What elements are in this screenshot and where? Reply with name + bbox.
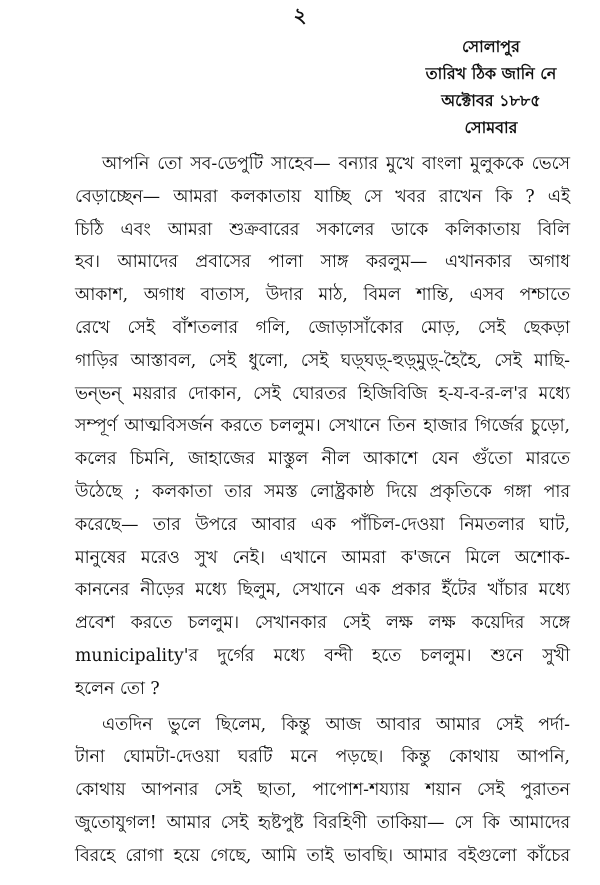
- day-line: সোমবার: [464, 118, 518, 137]
- text-line: রেখে সেই বাঁশতলার গলি, জোড়াসাঁকোর মোড়, সেই ছেকড়া: [75, 317, 570, 338]
- text-line: গাড়ির আস্তাবল, সেই ধুলো, সেই ঘড়্‌ঘড়্‌-হুড়্‌মুড়্‌-হৈহৈ, সেই মাছি-: [75, 350, 570, 371]
- text-line: করেছে— তার উপরে আবার এক পাঁচিল-দেওয়া নিমতলার ঘাট,: [75, 514, 570, 535]
- text-line: চিঠি এবং আমরা শুক্রবারের সকালের ডাকে কলিকাতায় বিলি: [75, 219, 570, 240]
- text-line: মানুষের মরেও সুখ নেই। এখানে আমরা ক'জনে মিলে অশোক-: [75, 547, 570, 568]
- place-line: সোলাপুর: [462, 37, 520, 56]
- text-line: বিরহে রোগা হয়ে গেছে, আমি তাই ভাবছি। আমার বইগুলো কাঁচের: [75, 845, 570, 866]
- text-line: টানা ঘোমটা-দেওয়া ঘরটি মনে পড়ছে। কিন্তু কোথায় আপনি,: [75, 747, 570, 768]
- letter-body: [75, 148, 570, 873]
- text-line: হব। আমাদের প্রবাসের পালা সাঙ্গ করলুম— এখানকার অগাধ: [75, 252, 570, 273]
- text-line: হলেন তো ?: [75, 678, 160, 699]
- text-line: কোথায় আপনার সেই ছাতা, পাপোশ-শয্যায় শয়ান সেই পুরাতন: [75, 780, 570, 801]
- text-line: বেড়াচ্ছেন— আমরা কলকাতায় যাচ্ছি সে খবর রাখেন কি ? এই: [75, 186, 570, 207]
- text-line: ভন্‌ভন্‌ ময়রার দোকান, সেই ঘোরতর হিজিবিজি হ-য-ব-র-ল'র মধ্যে: [75, 383, 570, 404]
- text-line: আকাশ, অগাধ বাতাস, উদার মাঠ, বিমল শান্তি, এসব পশ্চাতে: [75, 285, 570, 306]
- text-line: উঠেছে ; কলকাতা তার সমস্ত লোষ্ট্রকাষ্ঠ দিয়ে প্রকৃতিকে গঙ্গা পার: [75, 481, 570, 502]
- paragraph: [75, 148, 570, 706]
- page-number: ২: [293, 3, 307, 27]
- text-line: জুতোযুগল! আমার সেই হৃষ্টপুষ্ট বিরহিণী তাকিয়া— সে কি আমাদের: [75, 812, 570, 833]
- text-line: এতদিন ভুলে ছিলেম, কিন্তু আজ আবার আমার সেই পর্দা-: [102, 714, 570, 735]
- text-line: municipality'র দুর্গের মধ্যে বন্দী হতে চললুম। শুনে সুখী: [75, 645, 570, 666]
- month-year-line: অক্টোবর ১৮৮৫: [441, 91, 541, 110]
- text-line: সম্পূর্ণ আত্মবিসর্জন করতে চললুম। সেখানে তিন হাজার গির্জের চুড়ো,: [75, 416, 570, 437]
- text-line: কাননের নীড়ের মধ্যে ছিলুম, সেখানে এক প্রকার ইঁটের খাঁচার মধ্যে: [75, 580, 570, 601]
- text-line: কলের চিমনি, জাহাজের মাস্তুল নীল আকাশে যেন গুঁতো মারতে: [75, 449, 570, 470]
- text-line: প্রবেশ করতে চললুম। সেখানকার সেই লক্ষ লক্ষ কয়েদির সঙ্গে: [75, 613, 570, 634]
- text-line: আপনি তো সব-ডেপুটি সাহেব— বন্যার মুখে বাংলা মুলুককে ভেসে: [102, 154, 570, 174]
- paragraph: [75, 709, 570, 873]
- date-note-line: তারিখ ঠিক জানি নে: [425, 64, 557, 83]
- letter-heading: [401, 33, 581, 141]
